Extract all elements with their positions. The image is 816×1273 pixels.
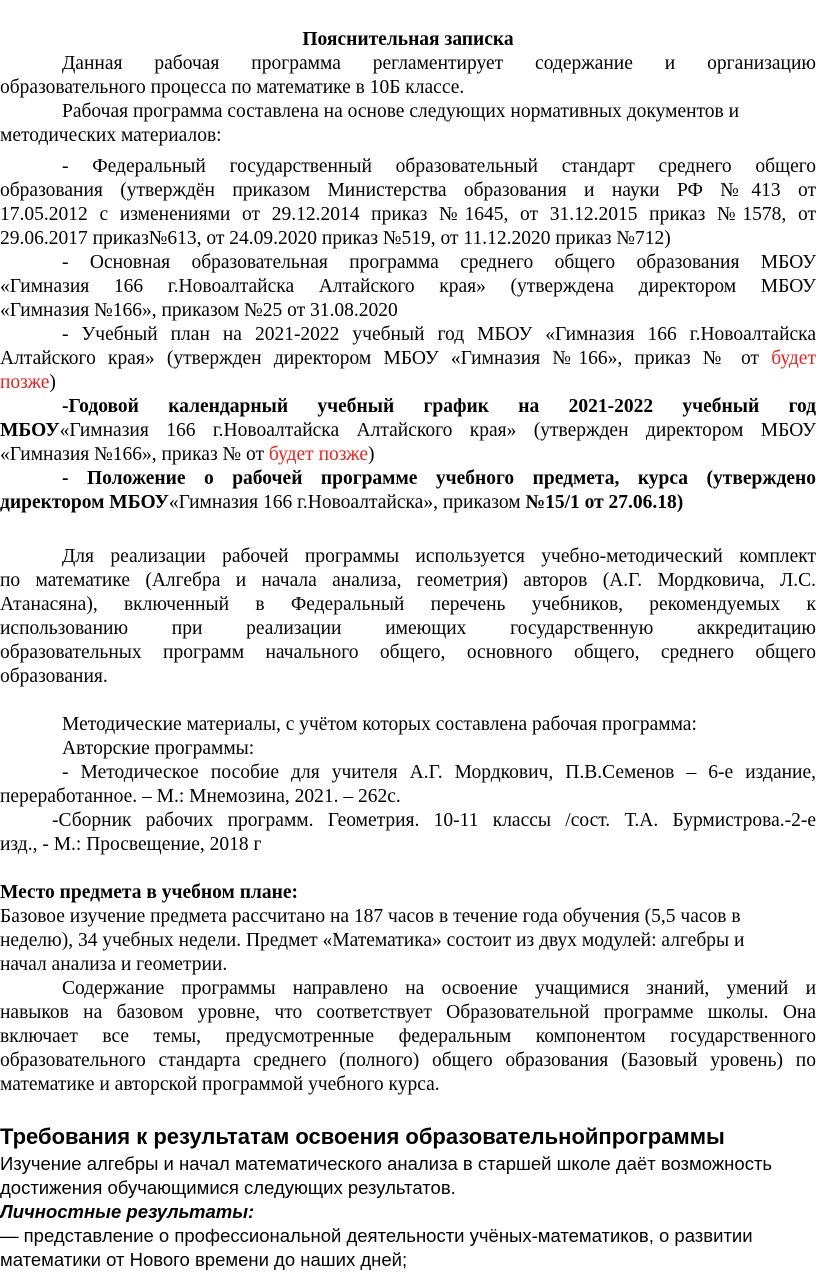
- oop-item: «Гимназия 166 г.Новоалтайска Алтайского края» (утверждена директором МБОУ: [0, 276, 816, 297]
- requirements-heading: Требования к результатам освоения образовательнойпрограммы: [0, 1124, 725, 1149]
- intro-line: Рабочая программа составлена на основе следующих нормативных документов и: [62, 101, 740, 122]
- fgos-item: 29.06.2017 приказ№613, от 24.09.2020 приказ №519, от 11.12.2020 приказ №712): [0, 228, 671, 249]
- mesto-line: Базовое изучение предмета рассчитано на 187 часов в течение года обучения (5,5 часов в: [0, 906, 741, 927]
- mesto-line: Содержание программы направлено на освоение учащимися знаний, умений и: [62, 978, 816, 999]
- umk-paragraph: использованию при реализации имеющих государственную аккредитацию: [0, 618, 816, 639]
- grafik-item: «Гимназия №166», приказ № от будет позже): [0, 444, 375, 465]
- mesto-line: навыков на базовом уровне, что соответствует Образовательной программе школы. Она: [0, 1002, 816, 1023]
- req-line: математики от Нового времени до наших дней;: [0, 1249, 408, 1270]
- polozhenie-item: директором МБОУ«Гимназия 166 г.Новоалтайска», приказом №15/1 от 27.06.18): [0, 492, 684, 513]
- personal-results-heading: Личностные результаты:: [0, 1201, 255, 1222]
- metod-line: Авторские программы:: [62, 738, 255, 759]
- grafik-item: -Годовой календарный учебный график на 2021-2022 учебный год: [62, 396, 816, 417]
- fgos-item: образования (утверждён приказом Министерства образования и науки РФ №413 от: [0, 180, 816, 201]
- oop-item: «Гимназия №166», приказом №25 от 31.08.2020: [0, 300, 398, 321]
- umk-paragraph: Для реализации рабочей программы используется учебно-методический комплект: [62, 546, 816, 567]
- mesto-line: начал анализа и геометрии.: [0, 954, 228, 975]
- document-title: Пояснительная записка: [302, 29, 514, 50]
- metod-line: - Методическое пособие для учителя А.Г. Мордкович, П.В.Семенов – 6-е издание,: [62, 762, 816, 783]
- oop-item: - Основная образовательная программа среднего общего образования МБОУ: [62, 252, 816, 273]
- plan-item: Алтайского края» (утвержден директором МБОУ «Гимназия №166», приказ № от будет: [0, 348, 816, 369]
- metod-line: переработанное. – М.: Мнемозина, 2021. – 262с.: [0, 786, 401, 807]
- plan-item: позже): [0, 372, 56, 393]
- intro-line: методических материалов:: [0, 125, 222, 146]
- fgos-item: - Федеральный государственный образовательный стандарт среднего общего: [62, 156, 816, 177]
- umk-paragraph: Атанасяна), включенный в Федеральный перечень учебников, рекомендуемых к: [0, 594, 816, 615]
- umk-paragraph: по математике (Алгебра и начала анализа, геометрия) авторов (А.Г. Мордковича, Л.С.: [0, 570, 816, 591]
- mesto-line: неделю), 34 учебных недели. Предмет «Математика» состоит из двух модулей: алгебры и: [0, 930, 745, 951]
- metod-line: изд., - М.: Просвещение, 2018 г: [0, 834, 262, 855]
- mesto-line: включает все темы, предусмотренные федеральным компонентом государственного: [0, 1026, 816, 1047]
- metod-line: -Сборник рабочих программ. Геометрия. 10-11 классы /сост. Т.А. Бурмистрова.-2-е: [52, 810, 816, 831]
- polozhenie-item: - Положение о рабочей программе учебного предмета, курса (утверждено: [62, 468, 816, 489]
- mesto-line: математике и авторской программой учебного курса.: [0, 1074, 440, 1095]
- mesto-heading: Место предмета в учебном плане:: [0, 882, 299, 903]
- umk-paragraph: образования.: [0, 666, 108, 687]
- req-line: — представление о профессиональной деятельности учёных-математиков, о развитии: [0, 1225, 753, 1246]
- intro-line: Данная рабочая программа регламентирует содержание и организацию: [62, 53, 816, 74]
- metod-line: Методические материалы, с учётом которых составлена рабочая программа:: [62, 714, 697, 735]
- mesto-line: образовательного стандарта среднего (полного) общего образования (Базовый уровень) по: [0, 1050, 816, 1071]
- fgos-item: 17.05.2012 с изменениями от 29.12.2014 приказ №1645, от 31.12.2015 приказ №1578, от: [0, 204, 816, 225]
- req-line: Изучение алгебры и начал математического анализа в старшей школе даёт возможность: [0, 1153, 773, 1174]
- intro-line: образовательного процесса по математике в 10Б классе.: [0, 77, 465, 98]
- req-line: достижения обучающимися следующих результатов.: [0, 1177, 456, 1198]
- plan-item: - Учебный план на 2021-2022 учебный год МБОУ «Гимназия 166 г.Новоалтайска: [62, 324, 816, 345]
- umk-paragraph: образовательных программ начального общего, основного общего, среднего общего: [0, 642, 816, 663]
- grafik-item: МБОУ«Гимназия 166 г.Новоалтайска Алтайского края» (утвержден директором МБОУ: [0, 420, 816, 441]
